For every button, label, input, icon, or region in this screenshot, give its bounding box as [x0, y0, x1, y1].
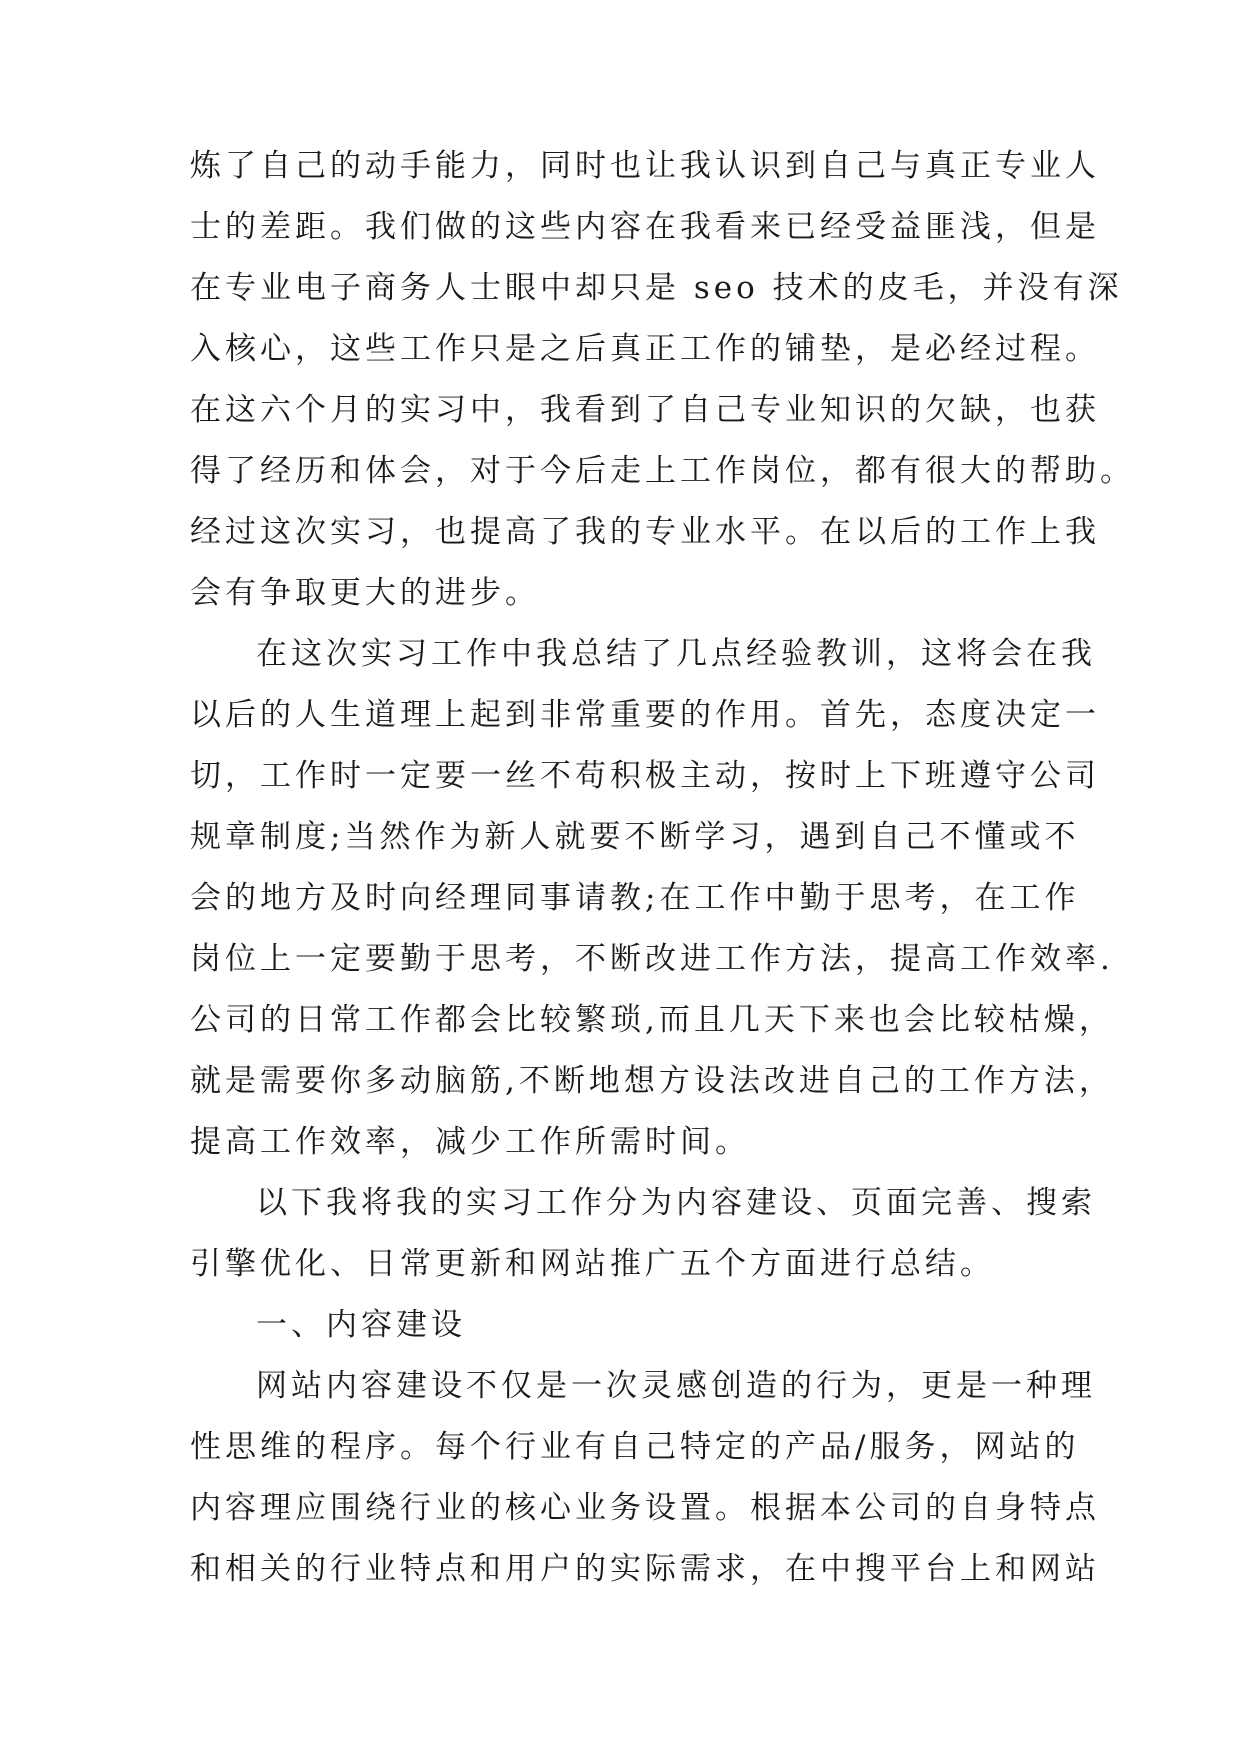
text-line: 就是需要你多动脑筋,不断地想方设法改进自己的工作方法， [190, 1063, 1114, 1099]
text-line: 在这六个月的实习中，我看到了自己专业知识的欠缺，也获 [190, 392, 1100, 428]
paragraph-first-line: 在这次实习工作中我总结了几点经验教训，这将会在我 [256, 636, 1096, 672]
text-line: 引擎优化、日常更新和网站推广五个方面进行总结。 [190, 1246, 995, 1282]
text-line: 得了经历和体会，对于今后走上工作岗位，都有很大的帮助。 [190, 453, 1135, 489]
text-line: 入核心，这些工作只是之后真正工作的铺垫，是必经过程。 [190, 331, 1100, 367]
text-line: 性思维的程序。每个行业有自己特定的产品/服务，网站的 [190, 1429, 1080, 1465]
text-line: 炼了自己的动手能力，同时也让我认识到自己与真正专业人 [190, 148, 1100, 184]
text-line: 会有争取更大的进步。 [190, 575, 540, 611]
text-line: 在专业电子商务人士眼中却只是 seo 技术的皮毛，并没有深 [190, 270, 1123, 306]
text-line: 岗位上一定要勤于思考，不断改进工作方法，提高工作效率. [190, 941, 1114, 977]
text-line: 和相关的行业特点和用户的实际需求，在中搜平台上和网站 [190, 1551, 1100, 1587]
paragraph-first-line: 网站内容建设不仅是一次灵感创造的行为，更是一种理 [256, 1368, 1096, 1404]
text-line: 规章制度;当然作为新人就要不断学习，遇到自己不懂或不 [190, 819, 1080, 855]
text-line: 以后的人生道理上起到非常重要的作用。首先，态度决定一 [190, 697, 1100, 733]
text-line: 提高工作效率，减少工作所需时间。 [190, 1124, 750, 1160]
text-line: 内容理应围绕行业的核心业务设置。根据本公司的自身特点 [190, 1490, 1100, 1526]
text-line: 公司的日常工作都会比较繁琐,而且几天下来也会比较枯燥， [190, 1002, 1114, 1038]
text-line: 切，工作时一定要一丝不苟积极主动，按时上下班遵守公司 [190, 758, 1100, 794]
paragraph-first-line: 以下我将我的实习工作分为内容建设、页面完善、搜索 [256, 1185, 1096, 1221]
text-line: 会的地方及时向经理同事请教;在工作中勤于思考，在工作 [190, 880, 1080, 916]
text-line: 经过这次实习，也提高了我的专业水平。在以后的工作上我 [190, 514, 1100, 550]
text-line: 士的差距。我们做的这些内容在我看来已经受益匪浅，但是 [190, 209, 1100, 245]
section-heading: 一、内容建设 [256, 1307, 466, 1343]
